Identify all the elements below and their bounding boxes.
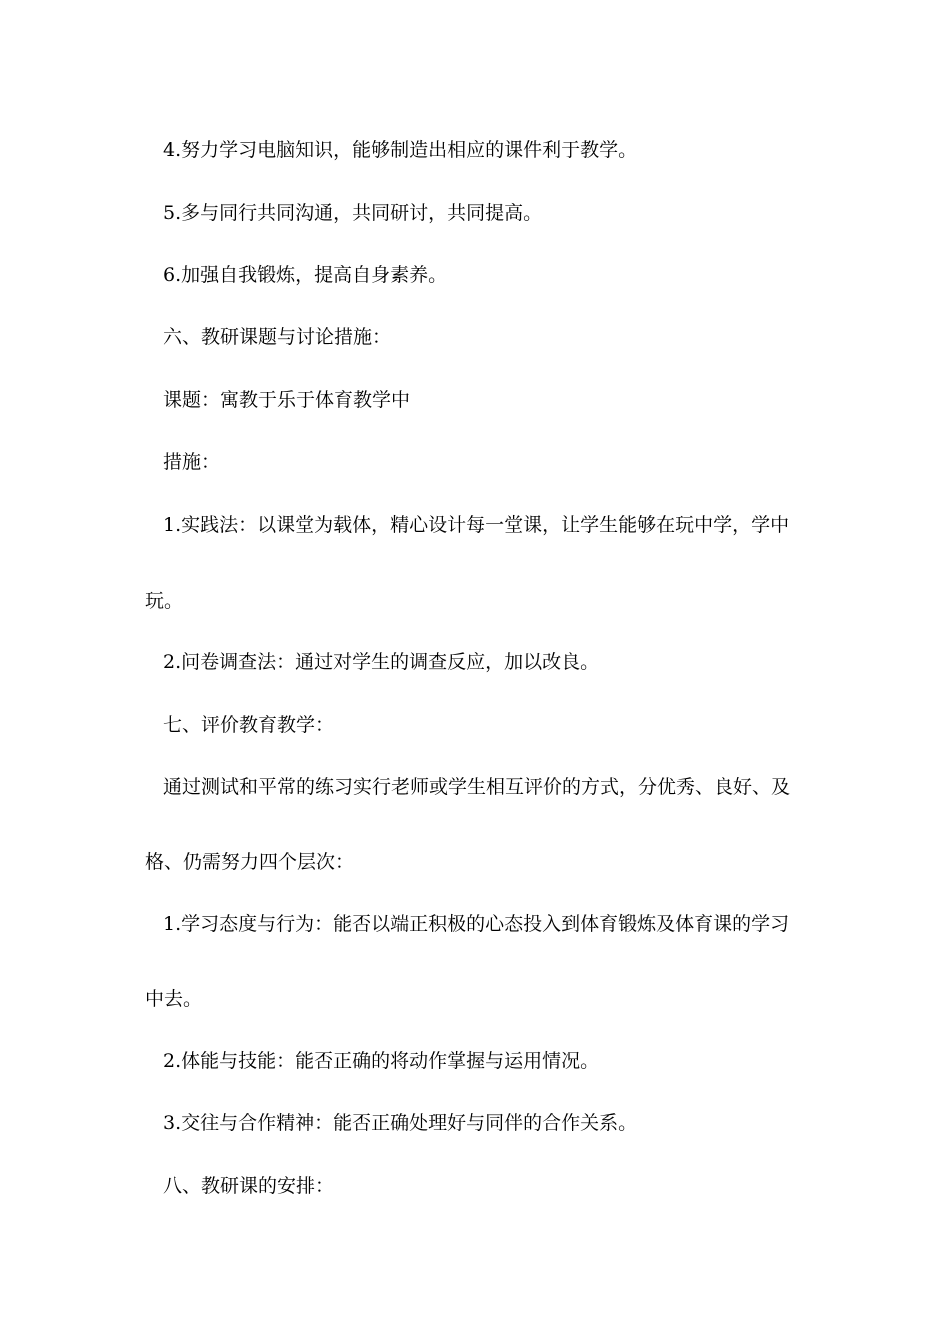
evaluation-paragraph-continuation: 格、仍需努力四个层次： xyxy=(145,851,355,873)
list-item-6 xyxy=(163,263,447,287)
item-number: 2. xyxy=(163,1050,182,1072)
item-number: 5. xyxy=(163,202,182,224)
item-text: 交往与合作精神：能否正确处理好与同伴的合作关系。 xyxy=(181,1112,638,1134)
evaluation-item-3 xyxy=(163,1111,637,1135)
evaluation-item-1-continuation: 中去。 xyxy=(145,988,203,1010)
evaluation-item-1 xyxy=(163,912,789,936)
list-item-4 xyxy=(163,138,637,162)
measure-item-2 xyxy=(163,650,599,674)
list-item-5 xyxy=(163,201,542,225)
item-text: 体能与技能：能否正确的将动作掌握与运用情况。 xyxy=(181,1050,600,1072)
measures-label: 措施： xyxy=(163,451,221,473)
measure-item-1 xyxy=(163,513,789,537)
item-number: 3. xyxy=(163,1112,182,1134)
item-number: 4. xyxy=(163,139,182,161)
section-heading-6: 六、教研课题与讨论措施： xyxy=(163,326,392,348)
item-number: 2. xyxy=(163,651,182,673)
evaluation-item-2 xyxy=(163,1049,599,1073)
measure-item-1-continuation: 玩。 xyxy=(145,590,184,612)
evaluation-paragraph: 通过测试和平常的练习实行老师或学生相互评价的方式，分优秀、良好、及 xyxy=(163,776,791,798)
item-text: 实践法：以课堂为载体，精心设计每一堂课，让学生能够在玩中学，学中 xyxy=(181,514,790,536)
section-heading-7: 七、评价教育教学： xyxy=(163,714,335,736)
item-text: 努力学习电脑知识，能够制造出相应的课件利于教学。 xyxy=(181,139,638,161)
section-heading-8: 八、教研课的安排： xyxy=(163,1175,335,1197)
item-text: 加强自我锻炼，提高自身素养。 xyxy=(181,264,448,286)
item-number: 1. xyxy=(163,514,182,536)
item-number: 6. xyxy=(163,264,182,286)
item-text: 多与同行共同沟通，共同研讨，共同提高。 xyxy=(181,202,543,224)
item-number: 1. xyxy=(163,913,182,935)
item-text: 学习态度与行为：能否以端正积极的心态投入到体育锻炼及体育课的学习 xyxy=(181,913,790,935)
item-text: 问卷调查法：通过对学生的调查反应，加以改良。 xyxy=(181,651,600,673)
research-topic: 课题：寓教于乐于体育教学中 xyxy=(163,389,411,411)
